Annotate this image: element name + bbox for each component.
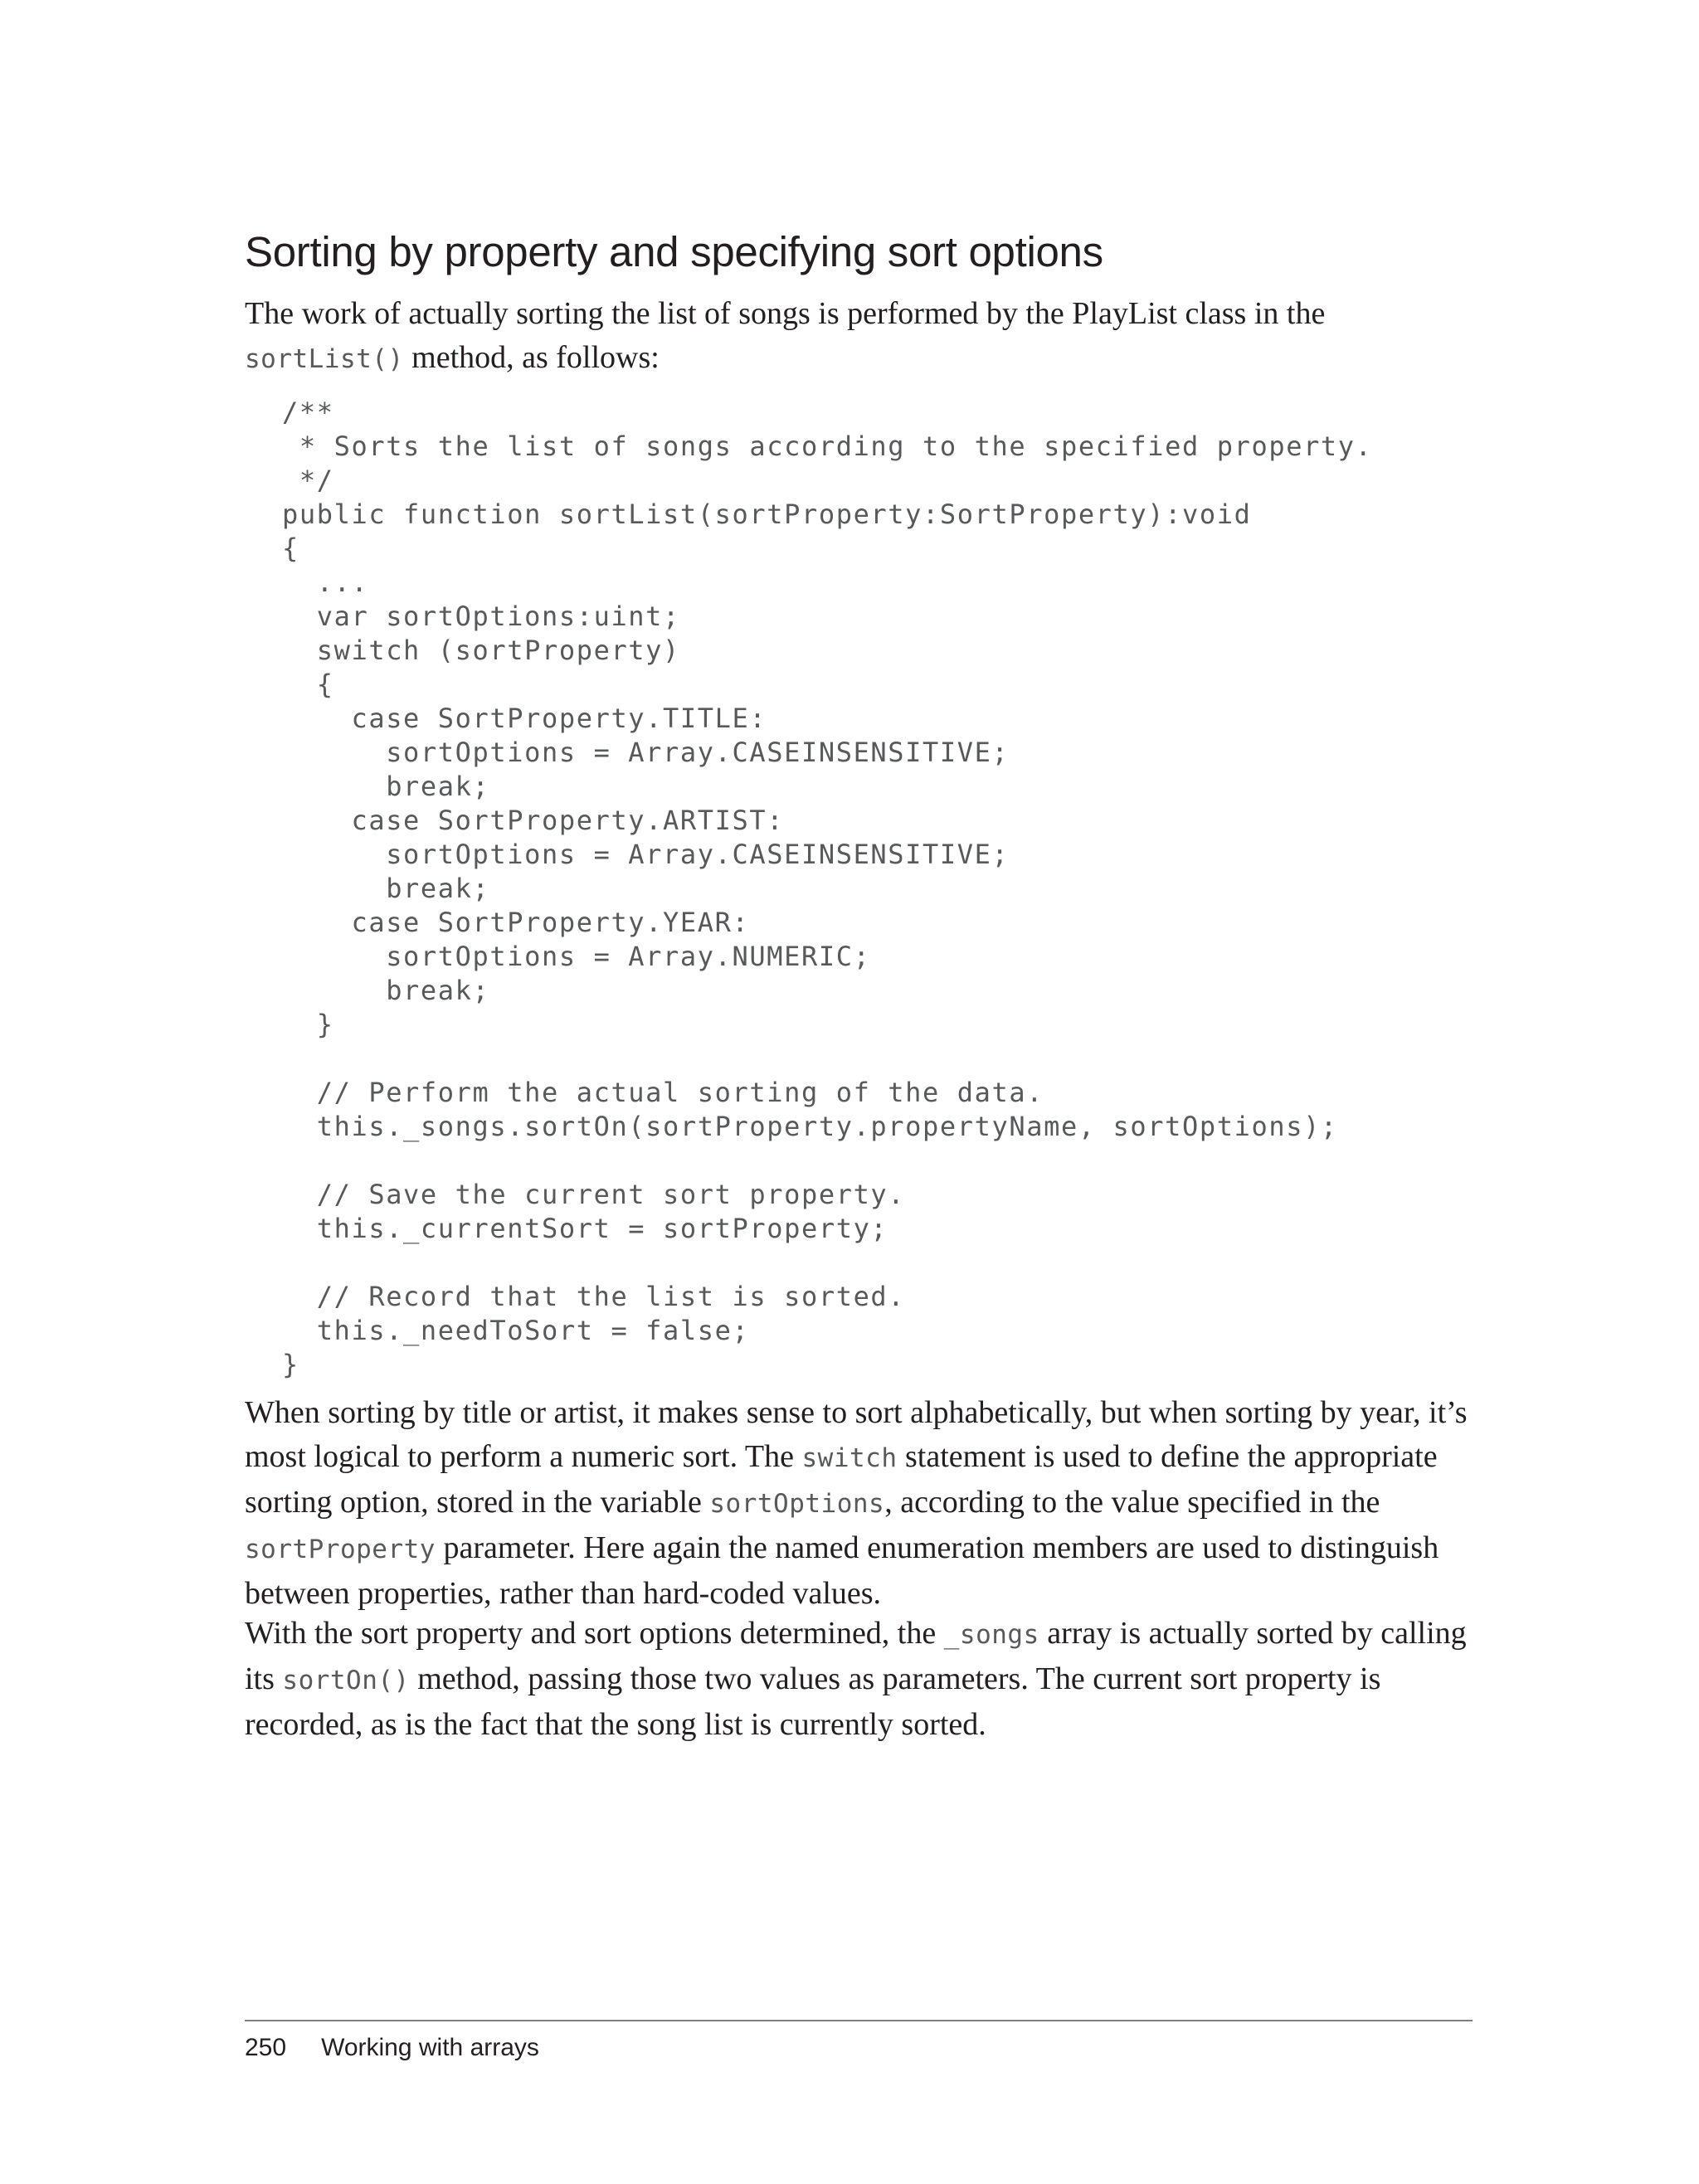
paragraph-text: parameter. Here again the named enumeration members are used to distinguish between properties, rather than hard-coded values. [245, 1530, 1439, 1611]
paragraph-text: , according to the value specified in the [884, 1485, 1380, 1520]
inline-code-sorton: sortOn() [282, 1666, 410, 1695]
document-page [245, 0, 1473, 2184]
intro-text-start: The work of actually sorting the list of songs is performed by the PlayList class in the [245, 296, 1326, 331]
paragraph-text: statement is used to define the appropriate sorting option, stored in the variable [245, 1439, 1438, 1520]
inline-code-songs: _songs [943, 1620, 1039, 1650]
paragraph-text: With the sort property and sort options determined, the [245, 1616, 944, 1651]
page-number: 250 [245, 2034, 287, 2061]
inline-code-switch: switch [801, 1443, 898, 1473]
code-listing: /** * Sorts the list of songs according to the specified property. */ public function sortList(sortProperty:SortProperty):void { ... var sortOptions:uint; switch (sortProperty) { case SortProperty.TITLE: sortOptions = Array.CASEINSENSITIVE; break; case SortProperty.ARTIST: sortOptions = Array.CASEINSENSITIVE; break; case SortProperty.YEAR: sortOptions = Array.NUMERIC; break; } // Perform the actual sorting of the data. this._songs.sortOn(sortProperty.propertyName, sortOptions); // Save the current sort property. this._currentSort = sortProperty; // Record that the list is sorted. this._needToSort = false; } [282, 396, 1373, 1380]
footer-divider [245, 2020, 1473, 2021]
chapter-title: Working with arrays [321, 2034, 539, 2061]
inline-code-sortlist: sortList() [245, 344, 404, 374]
summary-paragraph [245, 1612, 1473, 1747]
page-footer [245, 2034, 539, 2062]
intro-text-end: method, as follows: [403, 340, 660, 375]
inline-code-sortproperty: sortProperty [245, 1535, 436, 1564]
paragraph-text: array is actually sorted by calling its [245, 1616, 1467, 1696]
paragraph-text: When sorting by title or artist, it makes sense to sort alphabetically, but when sorting by year, it’s most logical to perform a numeric sort. The [245, 1395, 1468, 1474]
explanation-paragraph [245, 1391, 1473, 1616]
paragraph-text: method, passing those two values as parameters. The current sort property is recorded, as is the fact that the song list is currently sorted. [245, 1661, 1381, 1742]
section-heading: Sorting by property and specifying sort options [245, 228, 1103, 275]
inline-code-sortoptions: sortOptions [709, 1489, 885, 1519]
intro-paragraph [245, 292, 1473, 382]
